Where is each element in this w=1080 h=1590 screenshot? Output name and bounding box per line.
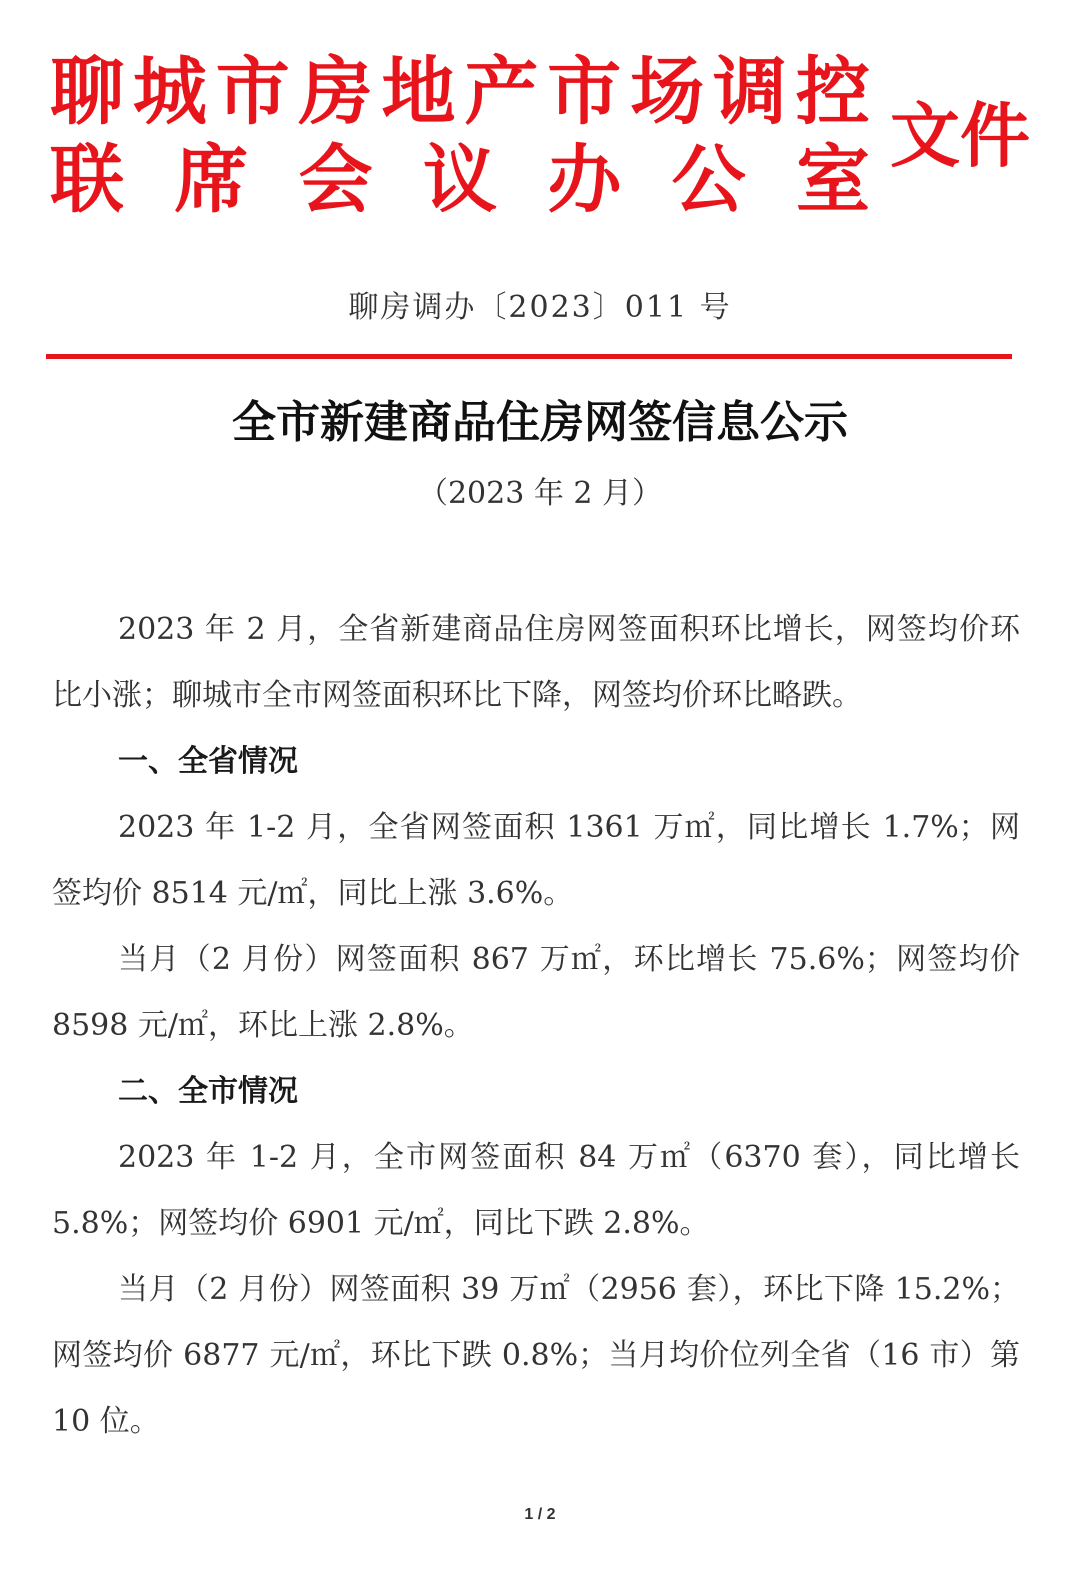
intro-paragraph: 2023 年 2 月，全省新建商品住房网签面积环比增长，网签均价环比小涨；聊城市全市网签面积环比下降，网签均价环比略跌。 [52, 612, 1020, 713]
header-char: 联 [50, 137, 124, 223]
header-char: 产 [464, 49, 539, 135]
header-char: 聊 [50, 49, 124, 135]
page-number: 1 / 2 [524, 1506, 556, 1523]
issuing-office-line-1 [50, 49, 870, 135]
header-char: 市 [547, 49, 622, 135]
header-char: 地 [381, 49, 456, 135]
header-char: 房 [298, 49, 373, 135]
section-heading-city: 二、全市情况 [118, 1074, 298, 1109]
red-divider-line [46, 354, 1012, 359]
document-title: 全市新建商品住房网签信息公示 [232, 397, 848, 448]
header-char: 公 [671, 137, 746, 223]
header-char: 城 [132, 49, 207, 135]
province-month-paragraph: 当月（2 月份）网签面积 867 万㎡，环比增长 75.6%；网签均价 8598 元/㎡，环比上涨 2.8%。 [52, 942, 1020, 1043]
header-char: 会 [298, 137, 373, 223]
document-subtitle: （2023 年 2 月） [417, 476, 663, 511]
header-char: 办 [547, 137, 622, 223]
document-header [50, 49, 1030, 223]
issuing-office-line-2 [50, 137, 870, 223]
header-char: 场 [630, 49, 705, 135]
document-body [52, 597, 1020, 1455]
header-char: 室 [795, 137, 870, 223]
section-heading-province: 一、全省情况 [118, 744, 298, 779]
header-char: 调 [713, 49, 787, 135]
header-char: 控 [795, 49, 870, 135]
document-type-label: 文件 [890, 95, 1030, 177]
document-number: 聊房调办〔2023〕011 号 [348, 290, 732, 325]
header-char: 市 [215, 49, 290, 135]
city-ytd-paragraph: 2023 年 1-2 月，全市网签面积 84 万㎡（6370 套），同比增长 5.8%；网签均价 6901 元/㎡，同比下跌 2.8%。 [52, 1140, 1020, 1241]
city-month-paragraph: 当月（2 月份）网签面积 39 万㎡（2956 套），环比下降 15.2%；网签均价 6877 元/㎡，环比下跌 0.8%；当月均价位列全省（16 市）第 10 位。 [52, 1272, 1020, 1439]
header-char: 席 [174, 137, 249, 223]
province-ytd-paragraph: 2023 年 1-2 月，全省网签面积 1361 万㎡，同比增长 1.7%；网签均价 8514 元/㎡，同比上涨 3.6%。 [52, 810, 1020, 911]
header-char: 议 [422, 137, 497, 223]
